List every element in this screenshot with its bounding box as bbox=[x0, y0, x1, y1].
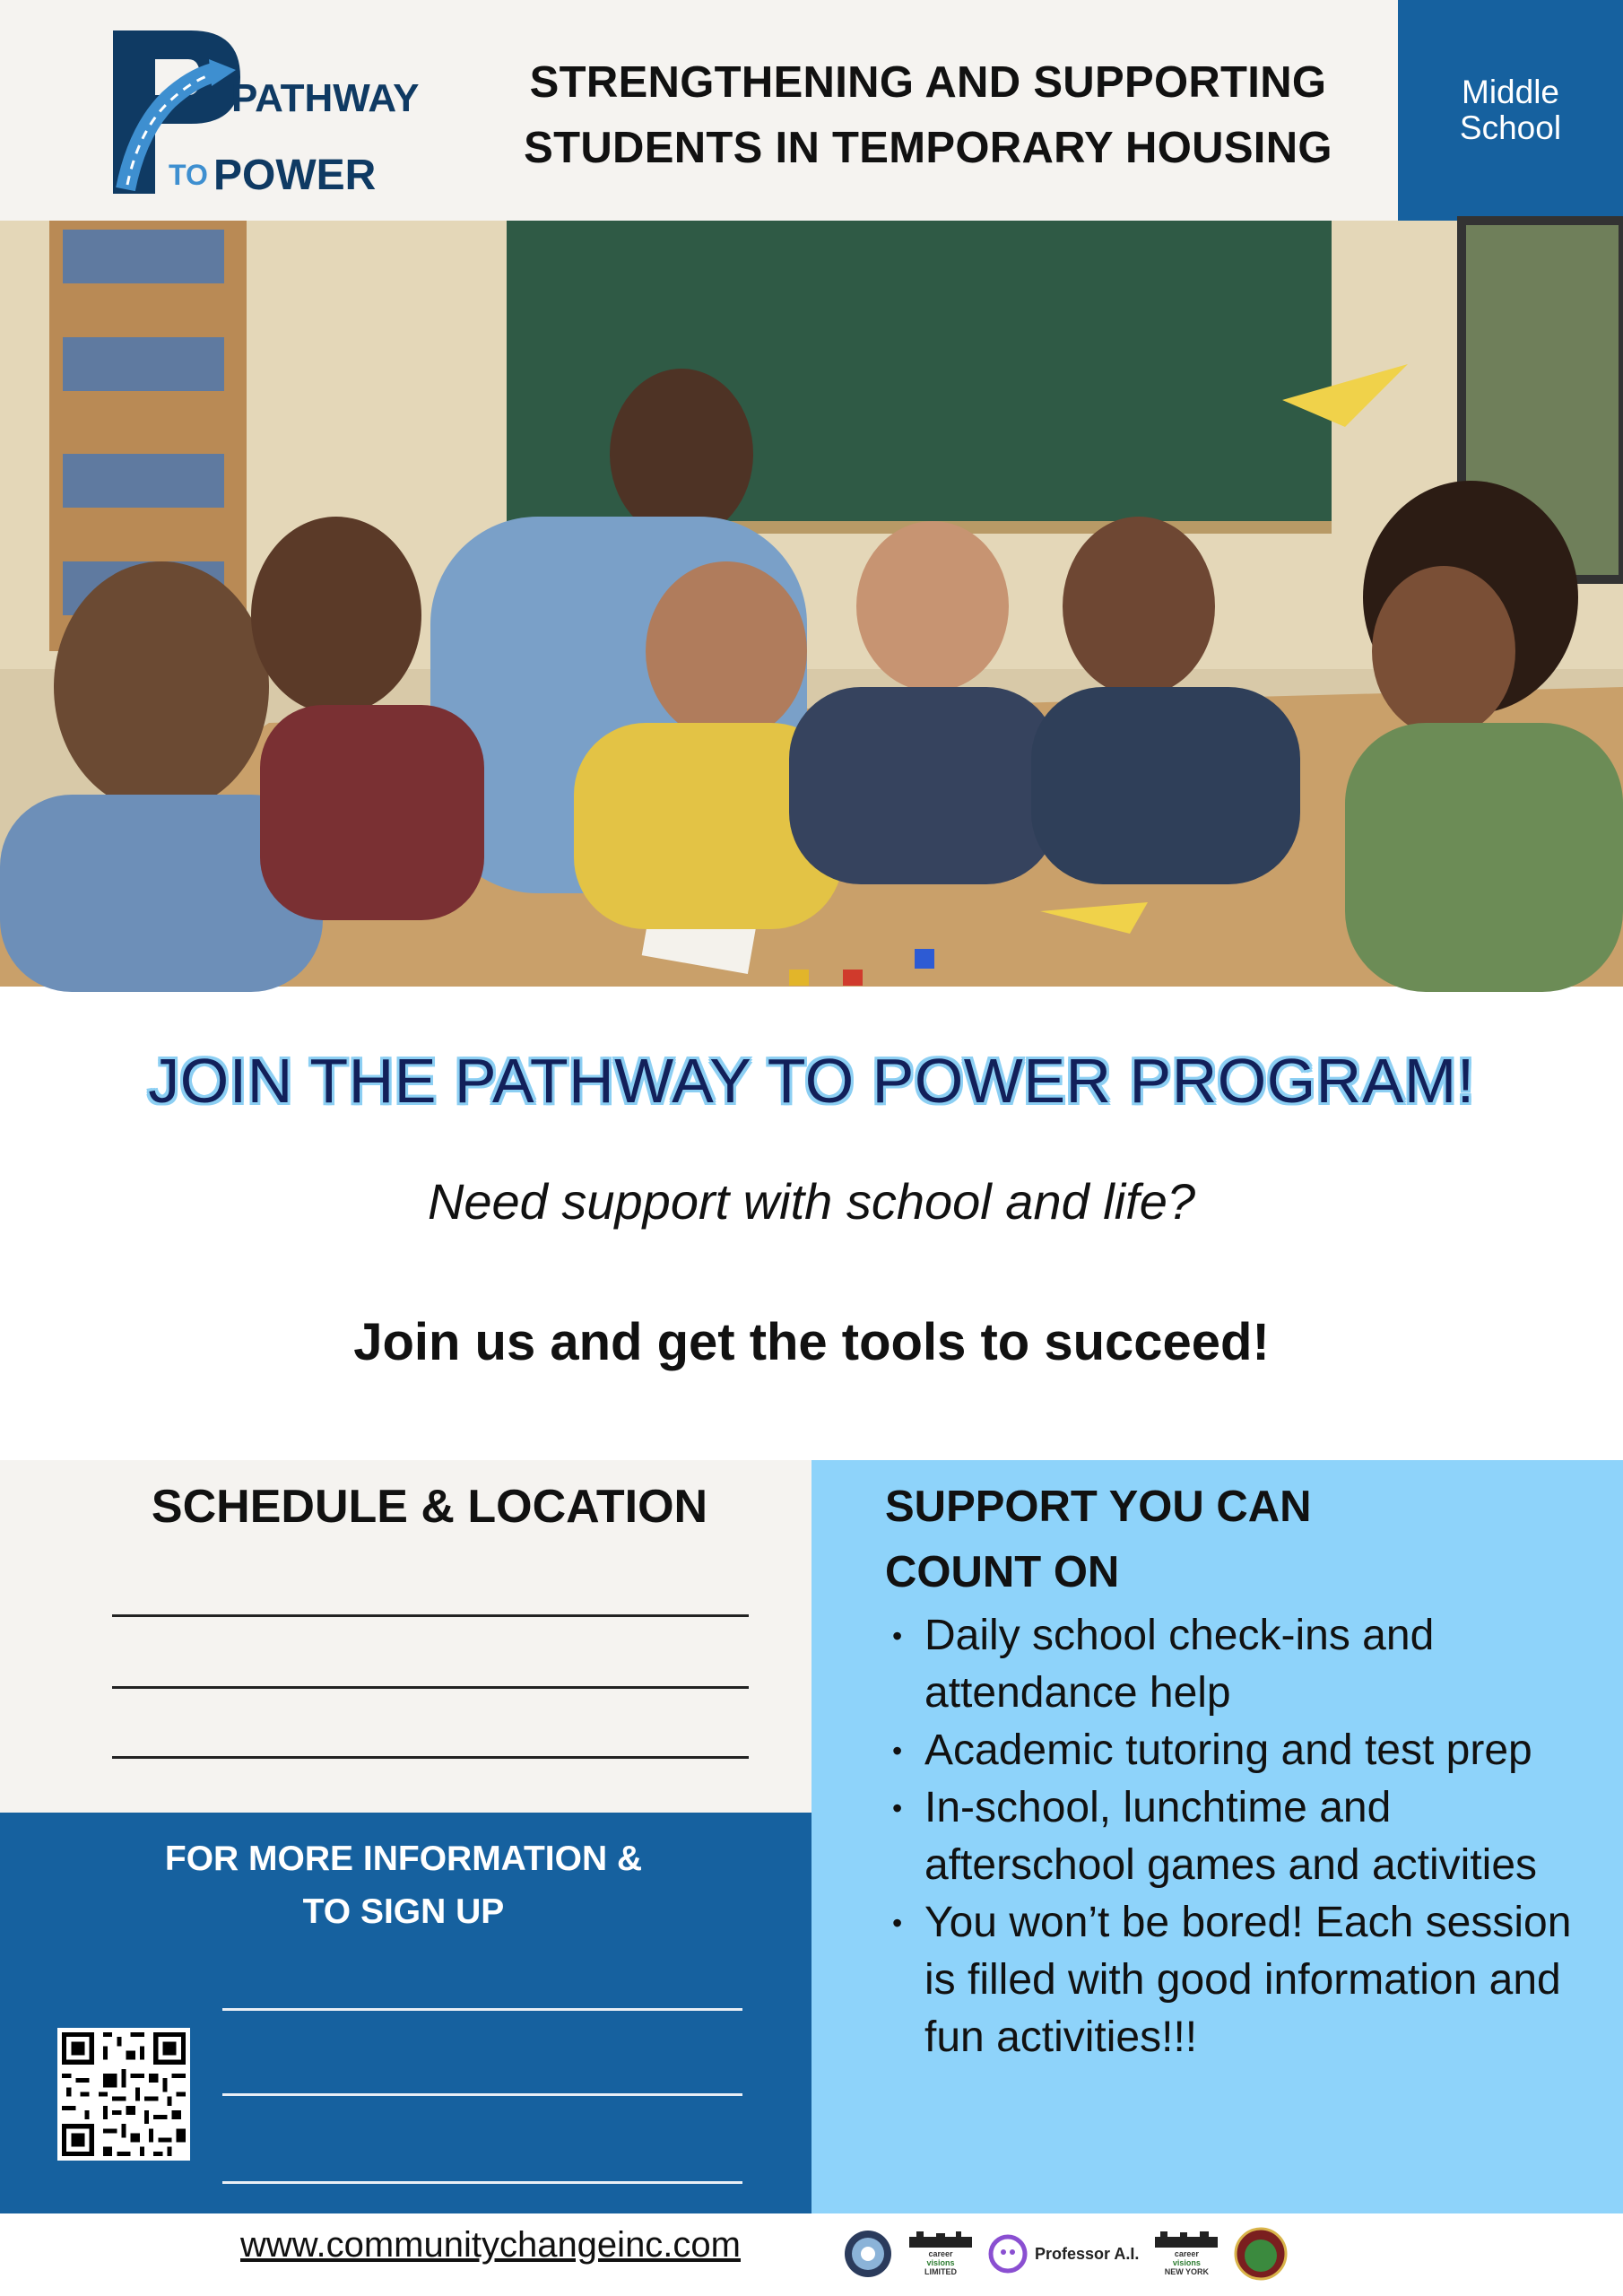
logo-text-power: POWER bbox=[213, 152, 377, 199]
cv-ny-word-3: NEW YORK bbox=[1164, 2267, 1210, 2276]
partner-logos bbox=[843, 2222, 1288, 2285]
signup-qr-code[interactable] bbox=[57, 2028, 190, 2161]
header-title-line-1: STRENGTHENING AND SUPPORTING bbox=[529, 58, 1327, 107]
schedule-blank-line-2 bbox=[112, 1686, 749, 1689]
tagline: Join us and get the tools to succeed! bbox=[353, 1313, 1270, 1371]
header-title-line-2: STUDENTS IN TEMPORARY HOUSING bbox=[524, 124, 1332, 172]
schedule-title: SCHEDULE & LOCATION bbox=[151, 1481, 708, 1533]
bullet-icon: • bbox=[892, 1620, 903, 1652]
cv-limited-word-1: career bbox=[928, 2249, 953, 2258]
schedule-blank-line-1 bbox=[112, 1614, 749, 1617]
level-line-2: School bbox=[1459, 109, 1562, 146]
community-change-seal-logo bbox=[1234, 2227, 1288, 2281]
cv-limited-word-3: LIMITED bbox=[924, 2267, 957, 2276]
career-visions-ny-logo bbox=[1155, 2231, 1218, 2276]
support-title-line-1: SUPPORT YOU CAN bbox=[885, 1483, 1312, 1531]
schedule-blank-line-3 bbox=[112, 1756, 749, 1759]
program-headline: JOIN THE PATHWAY TO POWER PROGRAM! bbox=[148, 1046, 1475, 1116]
support-item-text: Academic tutoring and test prep bbox=[924, 1726, 1532, 1774]
career-visions-limited-logo bbox=[909, 2231, 972, 2276]
info-title-line-2: TO SIGN UP bbox=[302, 1892, 505, 1931]
bullet-icon: • bbox=[892, 1907, 903, 1939]
info-blank-line-2 bbox=[222, 2093, 742, 2096]
cv-ny-word-1: career bbox=[1174, 2249, 1199, 2258]
logo-text-pathway: PATHWAY bbox=[231, 76, 420, 120]
bullet-icon: • bbox=[892, 1792, 903, 1824]
info-title-line-1: FOR MORE INFORMATION & bbox=[164, 1839, 643, 1878]
support-item bbox=[885, 1894, 1593, 2066]
support-title bbox=[885, 1474, 1513, 1605]
bullet-icon: • bbox=[892, 1735, 903, 1767]
website-link[interactable]: www.communitychangeinc.com bbox=[240, 2225, 741, 2265]
support-item-text: You won’t be bored! Each session is filled with good information and fun activities!!! bbox=[924, 1899, 1572, 2061]
header-title bbox=[498, 50, 1358, 181]
cv-limited-word-2: visions bbox=[926, 2258, 955, 2267]
info-title bbox=[108, 1832, 699, 1938]
school-level-badge bbox=[1398, 0, 1623, 221]
support-item-text: Daily school check-ins and attendance help bbox=[924, 1612, 1435, 1717]
level-line-1: Middle bbox=[1462, 74, 1559, 110]
professor-ai-logo bbox=[988, 2234, 1139, 2274]
professor-ai-text: Professor A.I. bbox=[1035, 2244, 1140, 2263]
classroom-photo bbox=[0, 221, 1623, 987]
support-item-text: In-school, lunchtime and afterschool games and activities bbox=[924, 1784, 1538, 1889]
support-item bbox=[885, 1607, 1593, 1722]
support-list bbox=[885, 1607, 1593, 2066]
pathway-to-power-logo bbox=[106, 23, 420, 203]
support-item bbox=[885, 1722, 1593, 1779]
support-item bbox=[885, 1779, 1593, 1894]
support-question: Need support with school and life? bbox=[427, 1173, 1196, 1230]
info-blank-line-3 bbox=[222, 2181, 742, 2184]
partner-seal-logo bbox=[843, 2229, 893, 2279]
support-title-line-2: COUNT ON bbox=[885, 1548, 1120, 1596]
cv-ny-word-2: visions bbox=[1172, 2258, 1201, 2267]
logo-text-to: TO bbox=[169, 159, 208, 191]
info-blank-line-1 bbox=[222, 2008, 742, 2011]
